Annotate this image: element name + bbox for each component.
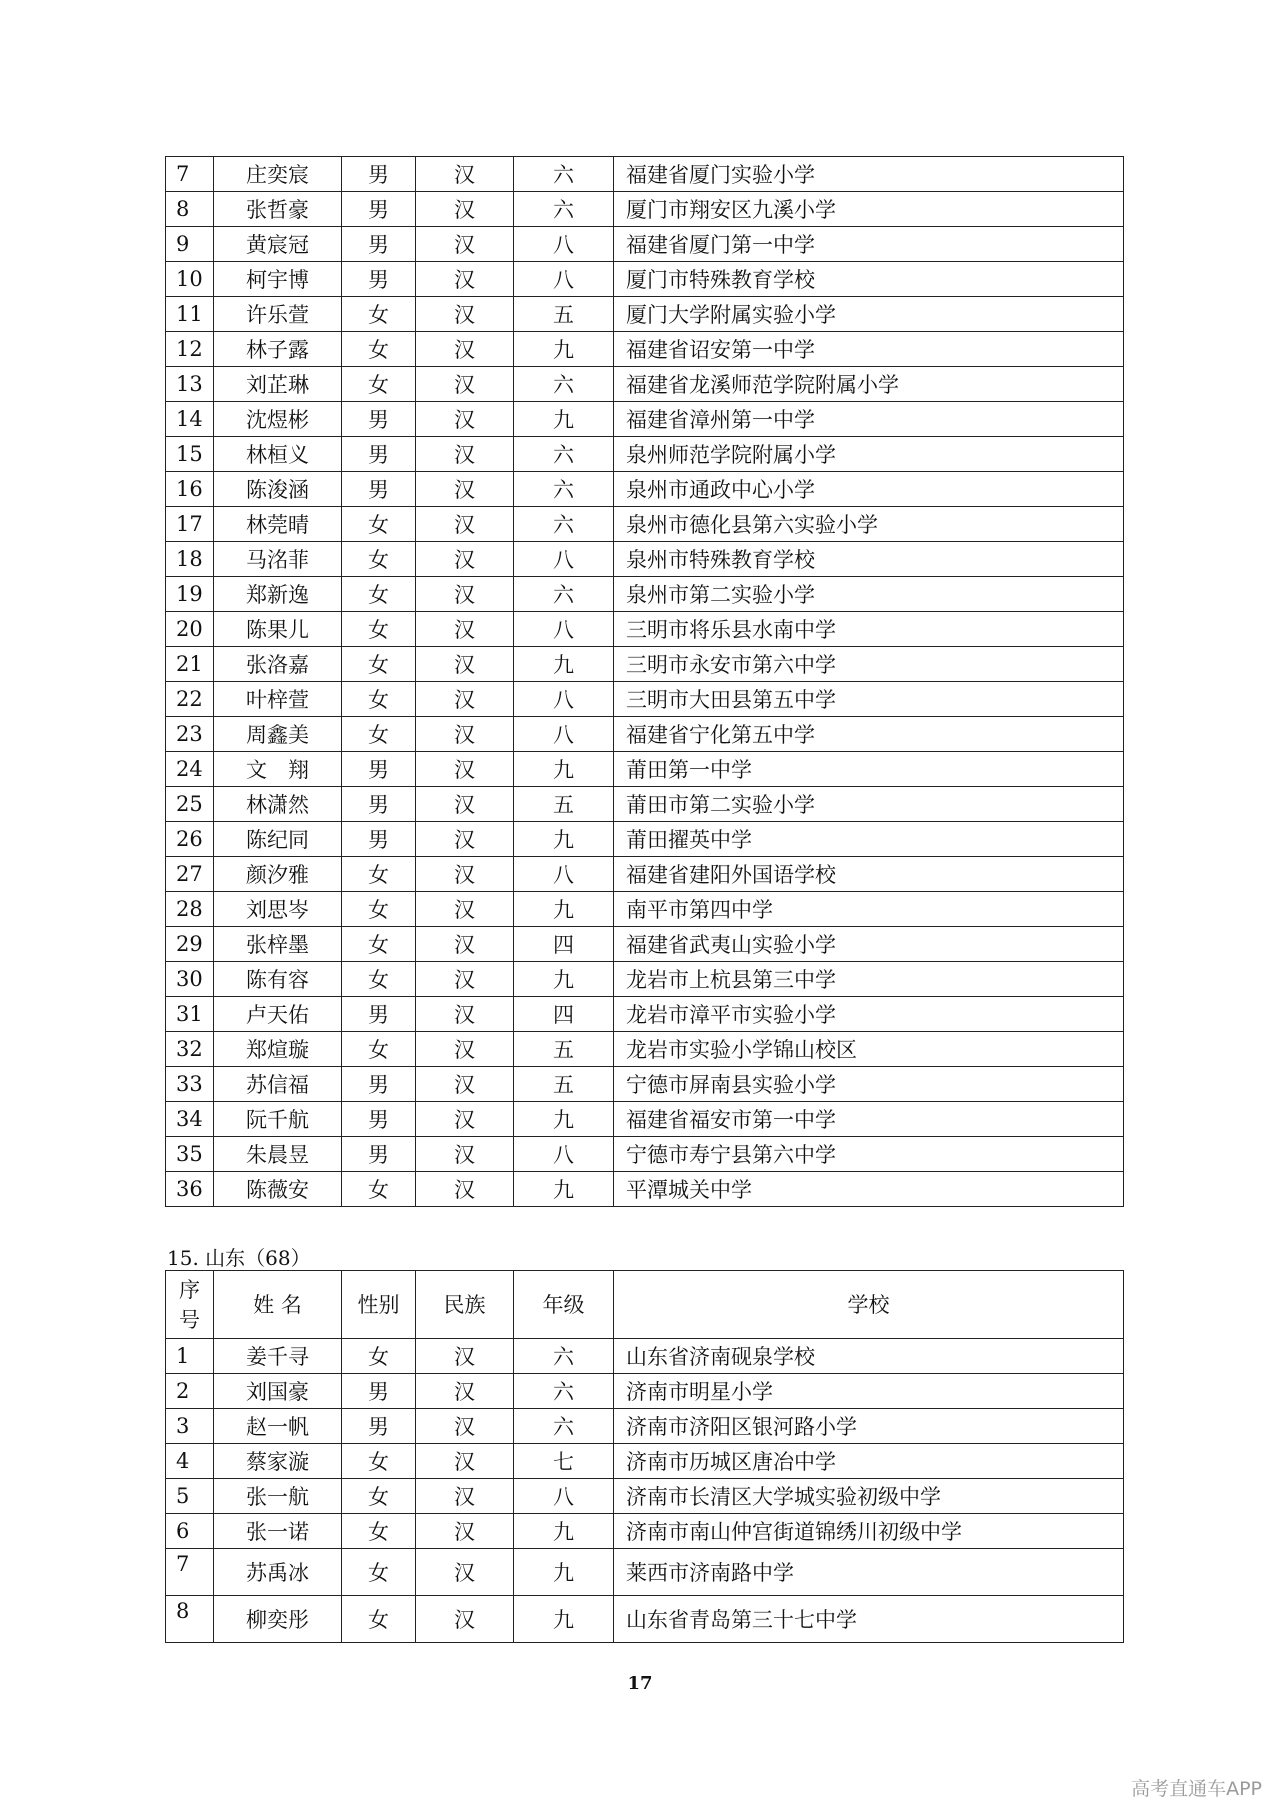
cell-school: 三明市将乐县水南中学	[614, 612, 1124, 647]
cell-no: 35	[166, 1137, 214, 1172]
cell-name: 赵一帆	[214, 1409, 342, 1444]
table-row	[166, 227, 1124, 262]
cell-ethnicity: 汉	[416, 857, 514, 892]
table-row	[166, 962, 1124, 997]
cell-grade: 八	[514, 542, 614, 577]
cell-name: 林莞晴	[214, 507, 342, 542]
table-row	[166, 542, 1124, 577]
cell-school: 福建省厦门实验小学	[614, 157, 1124, 192]
cell-school: 莆田市第二实验小学	[614, 787, 1124, 822]
cell-gender: 女	[342, 892, 416, 927]
cell-grade: 六	[514, 367, 614, 402]
cell-gender: 女	[342, 1549, 416, 1596]
table-row	[166, 157, 1124, 192]
cell-no: 18	[166, 542, 214, 577]
cell-no: 5	[166, 1479, 214, 1514]
table-row	[166, 1514, 1124, 1549]
table-row	[166, 927, 1124, 962]
cell-gender: 女	[342, 577, 416, 612]
cell-gender: 女	[342, 297, 416, 332]
table-row	[166, 577, 1124, 612]
cell-name: 卢天佑	[214, 997, 342, 1032]
cell-school: 宁德市寿宁县第六中学	[614, 1137, 1124, 1172]
cell-no: 6	[166, 1514, 214, 1549]
cell-no: 14	[166, 402, 214, 437]
cell-ethnicity: 汉	[416, 1102, 514, 1137]
cell-school: 泉州市特殊教育学校	[614, 542, 1124, 577]
table-row	[166, 1549, 1124, 1596]
table-row	[166, 402, 1124, 437]
cell-ethnicity: 汉	[416, 1514, 514, 1549]
cell-ethnicity: 汉	[416, 577, 514, 612]
cell-no: 13	[166, 367, 214, 402]
cell-school: 宁德市屏南县实验小学	[614, 1067, 1124, 1102]
cell-ethnicity: 汉	[416, 1172, 514, 1207]
cell-name: 陈果儿	[214, 612, 342, 647]
table-row	[166, 647, 1124, 682]
cell-name: 陈薇安	[214, 1172, 342, 1207]
cell-school: 福建省厦门第一中学	[614, 227, 1124, 262]
cell-name: 陈纪同	[214, 822, 342, 857]
table-row	[166, 1374, 1124, 1409]
cell-gender: 男	[342, 437, 416, 472]
cell-school: 三明市永安市第六中学	[614, 647, 1124, 682]
table-row	[166, 192, 1124, 227]
cell-ethnicity: 汉	[416, 157, 514, 192]
cell-name: 张一航	[214, 1479, 342, 1514]
cell-ethnicity: 汉	[416, 1137, 514, 1172]
cell-grade: 九	[514, 752, 614, 787]
cell-name: 陈有容	[214, 962, 342, 997]
cell-gender: 男	[342, 752, 416, 787]
cell-grade: 九	[514, 1514, 614, 1549]
cell-ethnicity: 汉	[416, 1549, 514, 1596]
cell-gender: 女	[342, 1339, 416, 1374]
cell-name: 许乐萱	[214, 297, 342, 332]
table-row	[166, 262, 1124, 297]
cell-ethnicity: 汉	[416, 297, 514, 332]
cell-ethnicity: 汉	[416, 892, 514, 927]
cell-grade: 五	[514, 1067, 614, 1102]
cell-no: 20	[166, 612, 214, 647]
cell-school: 南平市第四中学	[614, 892, 1124, 927]
cell-school: 济南市历城区唐冶中学	[614, 1444, 1124, 1479]
cell-gender: 女	[342, 367, 416, 402]
cell-gender: 男	[342, 1409, 416, 1444]
table-row	[166, 1479, 1124, 1514]
cell-name: 文 翔	[214, 752, 342, 787]
cell-gender: 女	[342, 927, 416, 962]
cell-no: 1	[166, 1339, 214, 1374]
cell-no: 21	[166, 647, 214, 682]
table-row	[166, 717, 1124, 752]
cell-name: 柯宇博	[214, 262, 342, 297]
header-school: 学校	[614, 1271, 1124, 1339]
cell-gender: 男	[342, 1067, 416, 1102]
cell-no: 29	[166, 927, 214, 962]
cell-grade: 六	[514, 507, 614, 542]
cell-grade: 六	[514, 1409, 614, 1444]
cell-gender: 男	[342, 787, 416, 822]
cell-no: 31	[166, 997, 214, 1032]
cell-name: 周鑫美	[214, 717, 342, 752]
cell-school: 济南市明星小学	[614, 1374, 1124, 1409]
cell-gender: 男	[342, 822, 416, 857]
table-row	[166, 1137, 1124, 1172]
cell-name: 黄宸冠	[214, 227, 342, 262]
cell-name: 郑煊璇	[214, 1032, 342, 1067]
cell-no: 7	[166, 1549, 214, 1596]
table-row	[166, 472, 1124, 507]
cell-grade: 九	[514, 1172, 614, 1207]
cell-grade: 八	[514, 857, 614, 892]
cell-grade: 五	[514, 787, 614, 822]
cell-no: 17	[166, 507, 214, 542]
cell-name: 马洺菲	[214, 542, 342, 577]
table-header	[166, 1271, 1124, 1339]
cell-ethnicity: 汉	[416, 1409, 514, 1444]
table-row	[166, 297, 1124, 332]
cell-no: 24	[166, 752, 214, 787]
cell-school: 福建省建阳外国语学校	[614, 857, 1124, 892]
cell-grade: 四	[514, 927, 614, 962]
table-row	[166, 752, 1124, 787]
table-row	[166, 1596, 1124, 1643]
cell-name: 张洛嘉	[214, 647, 342, 682]
cell-school: 福建省漳州第一中学	[614, 402, 1124, 437]
table-row	[166, 787, 1124, 822]
cell-school: 厦门市翔安区九溪小学	[614, 192, 1124, 227]
cell-name: 朱晨昱	[214, 1137, 342, 1172]
cell-school: 莱西市济南路中学	[614, 1549, 1124, 1596]
cell-ethnicity: 汉	[416, 367, 514, 402]
cell-ethnicity: 汉	[416, 962, 514, 997]
cell-ethnicity: 汉	[416, 542, 514, 577]
cell-ethnicity: 汉	[416, 787, 514, 822]
cell-name: 刘思岑	[214, 892, 342, 927]
cell-grade: 六	[514, 192, 614, 227]
cell-grade: 八	[514, 717, 614, 752]
header-row	[166, 1271, 1124, 1339]
table-row	[166, 507, 1124, 542]
table-row	[166, 1102, 1124, 1137]
table-row	[166, 332, 1124, 367]
cell-gender: 女	[342, 1596, 416, 1643]
watermark-text: 高考直通车APP	[1131, 1778, 1262, 1800]
cell-grade: 九	[514, 892, 614, 927]
cell-gender: 女	[342, 612, 416, 647]
cell-ethnicity: 汉	[416, 1374, 514, 1409]
cell-gender: 女	[342, 857, 416, 892]
cell-no: 23	[166, 717, 214, 752]
cell-school: 泉州师范学院附属小学	[614, 437, 1124, 472]
cell-grade: 六	[514, 437, 614, 472]
cell-no: 32	[166, 1032, 214, 1067]
cell-grade: 六	[514, 577, 614, 612]
cell-grade: 八	[514, 227, 614, 262]
section-heading-shandong: 15. 山东（68）	[167, 1246, 311, 1270]
cell-grade: 六	[514, 472, 614, 507]
cell-gender: 女	[342, 1444, 416, 1479]
cell-ethnicity: 汉	[416, 227, 514, 262]
cell-no: 2	[166, 1374, 214, 1409]
cell-school: 龙岩市漳平市实验小学	[614, 997, 1124, 1032]
cell-ethnicity: 汉	[416, 1339, 514, 1374]
cell-grade: 六	[514, 1339, 614, 1374]
cell-gender: 女	[342, 1479, 416, 1514]
cell-gender: 男	[342, 262, 416, 297]
cell-name: 姜千寻	[214, 1339, 342, 1374]
cell-no: 10	[166, 262, 214, 297]
cell-gender: 女	[342, 717, 416, 752]
cell-name: 叶梓萱	[214, 682, 342, 717]
cell-school: 泉州市通政中心小学	[614, 472, 1124, 507]
cell-gender: 男	[342, 997, 416, 1032]
cell-ethnicity: 汉	[416, 1444, 514, 1479]
cell-school: 济南市南山仲宫街道锦绣川初级中学	[614, 1514, 1124, 1549]
cell-ethnicity: 汉	[416, 507, 514, 542]
cell-no: 33	[166, 1067, 214, 1102]
cell-gender: 女	[342, 682, 416, 717]
cell-name: 庄奕宸	[214, 157, 342, 192]
cell-school: 福建省诏安第一中学	[614, 332, 1124, 367]
cell-no: 28	[166, 892, 214, 927]
cell-name: 林子露	[214, 332, 342, 367]
cell-grade: 八	[514, 1137, 614, 1172]
cell-school: 龙岩市上杭县第三中学	[614, 962, 1124, 997]
cell-grade: 九	[514, 1102, 614, 1137]
cell-name: 沈煜彬	[214, 402, 342, 437]
cell-no: 9	[166, 227, 214, 262]
cell-ethnicity: 汉	[416, 192, 514, 227]
cell-no: 27	[166, 857, 214, 892]
cell-ethnicity: 汉	[416, 752, 514, 787]
header-gender: 性别	[342, 1271, 416, 1339]
table-row	[166, 857, 1124, 892]
cell-grade: 六	[514, 1374, 614, 1409]
table-row	[166, 1444, 1124, 1479]
cell-gender: 女	[342, 332, 416, 367]
cell-grade: 九	[514, 332, 614, 367]
cell-name: 刘芷琳	[214, 367, 342, 402]
cell-grade: 八	[514, 262, 614, 297]
cell-no: 25	[166, 787, 214, 822]
cell-no: 26	[166, 822, 214, 857]
header-grade: 年级	[514, 1271, 614, 1339]
cell-gender: 男	[342, 192, 416, 227]
cell-gender: 男	[342, 1137, 416, 1172]
cell-name: 张梓墨	[214, 927, 342, 962]
header-ethnicity: 民族	[416, 1271, 514, 1339]
cell-gender: 女	[342, 1172, 416, 1207]
cell-gender: 男	[342, 1102, 416, 1137]
cell-name: 苏禹冰	[214, 1549, 342, 1596]
cell-gender: 女	[342, 507, 416, 542]
cell-gender: 男	[342, 227, 416, 262]
cell-ethnicity: 汉	[416, 1596, 514, 1643]
cell-no: 12	[166, 332, 214, 367]
cell-no: 36	[166, 1172, 214, 1207]
cell-no: 15	[166, 437, 214, 472]
cell-grade: 九	[514, 1596, 614, 1643]
cell-ethnicity: 汉	[416, 647, 514, 682]
cell-grade: 八	[514, 682, 614, 717]
cell-ethnicity: 汉	[416, 1032, 514, 1067]
cell-ethnicity: 汉	[416, 1479, 514, 1514]
student-table-body	[166, 1339, 1124, 1643]
cell-no: 22	[166, 682, 214, 717]
table-row	[166, 1172, 1124, 1207]
cell-ethnicity: 汉	[416, 822, 514, 857]
cell-no: 3	[166, 1409, 214, 1444]
header-no	[166, 1271, 214, 1339]
cell-name: 阮千航	[214, 1102, 342, 1137]
cell-grade: 五	[514, 1032, 614, 1067]
cell-ethnicity: 汉	[416, 402, 514, 437]
cell-grade: 六	[514, 157, 614, 192]
table-row	[166, 682, 1124, 717]
table-row	[166, 1032, 1124, 1067]
cell-school: 福建省福安市第一中学	[614, 1102, 1124, 1137]
cell-school: 三明市大田县第五中学	[614, 682, 1124, 717]
header-name: 姓 名	[214, 1271, 342, 1339]
cell-grade: 九	[514, 962, 614, 997]
cell-no: 30	[166, 962, 214, 997]
student-table-fujian-continued	[165, 156, 1124, 1207]
cell-name: 刘国豪	[214, 1374, 342, 1409]
cell-gender: 女	[342, 962, 416, 997]
cell-name: 颜汐雅	[214, 857, 342, 892]
cell-name: 郑新逸	[214, 577, 342, 612]
cell-no: 19	[166, 577, 214, 612]
table-row	[166, 822, 1124, 857]
cell-grade: 八	[514, 1479, 614, 1514]
cell-name: 张哲豪	[214, 192, 342, 227]
cell-ethnicity: 汉	[416, 927, 514, 962]
cell-school: 山东省济南砚泉学校	[614, 1339, 1124, 1374]
cell-school: 泉州市第二实验小学	[614, 577, 1124, 612]
header-no-line1: 序	[179, 1277, 200, 1302]
student-table-shandong	[165, 1270, 1124, 1643]
cell-name: 林桓义	[214, 437, 342, 472]
cell-grade: 九	[514, 402, 614, 437]
cell-name: 林潇然	[214, 787, 342, 822]
cell-name: 苏信福	[214, 1067, 342, 1102]
table-row	[166, 437, 1124, 472]
table-row	[166, 1409, 1124, 1444]
cell-school: 福建省宁化第五中学	[614, 717, 1124, 752]
cell-no: 4	[166, 1444, 214, 1479]
cell-school: 厦门市特殊教育学校	[614, 262, 1124, 297]
cell-name: 柳奕彤	[214, 1596, 342, 1643]
student-table-body	[166, 157, 1124, 1207]
cell-gender: 女	[342, 647, 416, 682]
cell-school: 山东省青岛第三十七中学	[614, 1596, 1124, 1643]
cell-no: 8	[166, 1596, 214, 1643]
cell-name: 陈浚涵	[214, 472, 342, 507]
cell-ethnicity: 汉	[416, 332, 514, 367]
cell-ethnicity: 汉	[416, 262, 514, 297]
cell-school: 济南市济阳区银河路小学	[614, 1409, 1124, 1444]
cell-gender: 男	[342, 472, 416, 507]
cell-gender: 男	[342, 157, 416, 192]
cell-grade: 九	[514, 1549, 614, 1596]
cell-school: 济南市长清区大学城实验初级中学	[614, 1479, 1124, 1514]
cell-school: 福建省武夷山实验小学	[614, 927, 1124, 962]
table-row	[166, 1339, 1124, 1374]
cell-gender: 女	[342, 1514, 416, 1549]
header-no-line2: 号	[179, 1307, 200, 1332]
cell-school: 福建省龙溪师范学院附属小学	[614, 367, 1124, 402]
cell-gender: 女	[342, 542, 416, 577]
cell-ethnicity: 汉	[416, 717, 514, 752]
cell-school: 泉州市德化县第六实验小学	[614, 507, 1124, 542]
cell-school: 平潭城关中学	[614, 1172, 1124, 1207]
cell-grade: 九	[514, 647, 614, 682]
cell-grade: 五	[514, 297, 614, 332]
cell-ethnicity: 汉	[416, 1067, 514, 1102]
cell-ethnicity: 汉	[416, 437, 514, 472]
cell-grade: 八	[514, 612, 614, 647]
cell-school: 莆田第一中学	[614, 752, 1124, 787]
cell-name: 蔡家漩	[214, 1444, 342, 1479]
cell-name: 张一诺	[214, 1514, 342, 1549]
table-row	[166, 1067, 1124, 1102]
cell-gender: 男	[342, 1374, 416, 1409]
table-row	[166, 997, 1124, 1032]
table-row	[166, 612, 1124, 647]
cell-grade: 九	[514, 822, 614, 857]
cell-no: 8	[166, 192, 214, 227]
cell-no: 11	[166, 297, 214, 332]
cell-school: 龙岩市实验小学锦山校区	[614, 1032, 1124, 1067]
page-number: 17	[627, 1673, 653, 1694]
cell-no: 7	[166, 157, 214, 192]
cell-ethnicity: 汉	[416, 472, 514, 507]
cell-ethnicity: 汉	[416, 612, 514, 647]
table-row	[166, 892, 1124, 927]
cell-no: 16	[166, 472, 214, 507]
cell-grade: 七	[514, 1444, 614, 1479]
cell-ethnicity: 汉	[416, 682, 514, 717]
cell-grade: 四	[514, 997, 614, 1032]
cell-gender: 男	[342, 402, 416, 437]
table-row	[166, 367, 1124, 402]
cell-no: 34	[166, 1102, 214, 1137]
cell-school: 厦门大学附属实验小学	[614, 297, 1124, 332]
cell-ethnicity: 汉	[416, 997, 514, 1032]
cell-school: 莆田擢英中学	[614, 822, 1124, 857]
cell-gender: 女	[342, 1032, 416, 1067]
